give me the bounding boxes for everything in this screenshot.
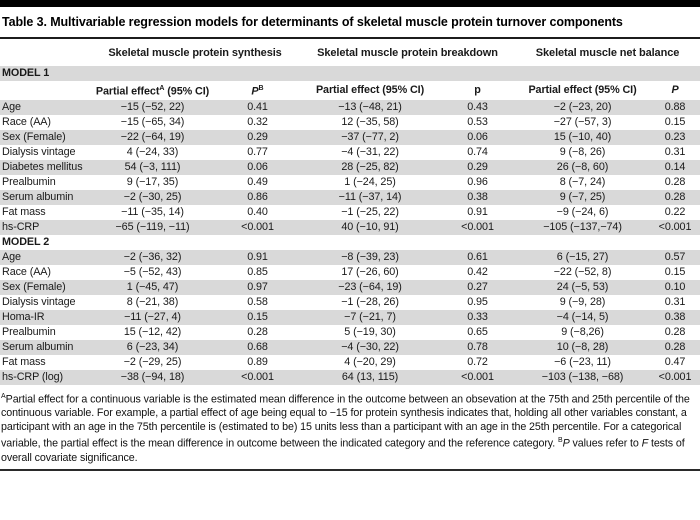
value-cell: 0.91 [467, 205, 488, 218]
value-cell: −15 (−65, 34) [120, 115, 185, 128]
value-cell: −23 (−64, 19) [338, 280, 402, 293]
value-cell: 0.72 [467, 355, 488, 368]
value-cell: 0.41 [247, 100, 268, 113]
value-cell: 0.61 [467, 250, 488, 263]
variable-name: Serum albumin [2, 340, 74, 353]
variable-name: Fat mass [2, 205, 46, 218]
table-row [0, 340, 700, 355]
value-cell: 0.89 [247, 355, 268, 368]
table-row [0, 100, 700, 115]
footnote-superscript: B [557, 437, 563, 445]
value-cell: 10 (−8, 28) [556, 340, 609, 353]
table-row [0, 160, 700, 175]
value-cell: 8 (−7, 24) [559, 175, 606, 188]
table-row [0, 325, 700, 340]
variable-name: Fat mass [2, 355, 46, 368]
value-cell: 8 (−21, 38) [126, 295, 179, 308]
value-cell: 0.06 [247, 160, 268, 173]
value-cell: <0.001 [658, 220, 692, 233]
model-label-row [0, 66, 700, 81]
value-cell: 0.10 [664, 280, 686, 293]
value-cell: 0.86 [247, 190, 268, 203]
value-cell: 9 (−8,26) [561, 325, 604, 338]
value-cell: 0.14 [664, 160, 686, 173]
table-title: Table 3. Multivariable regression models for determinants of skeletal muscle protein turnover components [0, 7, 700, 39]
model-label: MODEL 2 [2, 235, 50, 248]
empty-corner-cell [0, 39, 90, 66]
model-label-row [0, 235, 700, 250]
table-row [0, 220, 700, 235]
value-cell: 0.78 [467, 340, 488, 353]
value-cell: 0.77 [247, 145, 268, 158]
value-cell: 0.38 [467, 190, 488, 203]
value-cell: 0.15 [664, 265, 686, 278]
value-cell: 0.31 [664, 145, 686, 158]
value-cell: −1 (−25, 22) [341, 205, 399, 218]
variable-name: Race (AA) [2, 265, 51, 278]
subheader-cell-1 [215, 81, 300, 100]
variable-name: Sex (Female) [2, 130, 66, 143]
value-cell: −13 (−48, 21) [338, 100, 402, 113]
value-cell: 0.28 [664, 190, 686, 203]
value-cell: <0.001 [658, 370, 692, 383]
value-cell: −38 (−94, 18) [120, 370, 185, 383]
footnote-italic-term: F [641, 437, 649, 450]
value-cell: 0.47 [664, 355, 686, 368]
value-cell: 0.33 [467, 310, 488, 323]
value-cell: 1 (−24, 25) [344, 175, 396, 188]
value-cell: −7 (−21, 7) [344, 310, 396, 323]
value-cell: −5 (−52, 43) [123, 265, 182, 278]
value-cell: 4 (−24, 33) [126, 145, 179, 158]
value-cell: −22 (−52, 8) [553, 265, 612, 278]
value-cell: 0.32 [247, 115, 268, 128]
value-cell: 40 (−10, 91) [341, 220, 399, 233]
empty-subheader-cell [0, 81, 90, 100]
value-cell: 0.42 [467, 265, 488, 278]
value-cell: 0.65 [467, 325, 488, 338]
table-row [0, 370, 700, 385]
value-cell: −2 (−23, 20) [553, 100, 612, 113]
subheader-cell-4: Partial effect (95% CI) [528, 83, 637, 96]
partial-effect-header-label: Partial effect [315, 83, 380, 96]
value-cell: 0.22 [664, 205, 686, 218]
value-cell: 0.29 [467, 160, 488, 173]
value-cell: 64 (13, 115) [341, 370, 399, 383]
value-cell: −4 (−14, 5) [556, 310, 609, 323]
table-row [0, 115, 700, 130]
value-cell: 24 (−5, 53) [556, 280, 609, 293]
value-cell: <0.001 [461, 370, 494, 383]
header-superscript: A [159, 85, 165, 92]
value-cell: −22 (−64, 19) [120, 130, 185, 143]
value-cell: 0.40 [247, 205, 268, 218]
value-cell: −2 (−30, 25) [123, 190, 182, 203]
value-cell: 17 (−26, 60) [341, 265, 399, 278]
value-cell: 9 (−17, 35) [126, 175, 179, 188]
subheader-cell-0: Partial effect$^A$ (95% CI) [95, 85, 210, 98]
value-cell: 26 (−8, 60) [556, 160, 609, 173]
footnote-text: Partial effect for a continuous variable is the estimated mean difference in the outcome between an obsevation at the 75th and 25th percentile of the continuous variable. For example, a partial effect of age being equal to −15 for protein synthesis indicates that, holding all other variables constant, a participant with an age in the 75th percentile is (estimated to be) 15 units less than a participant with an age in the 25th percentile. For a categorical variable, the partial effect is the mean difference in outcome between the indicated category and the reference category. [1, 393, 690, 450]
value-cell: <0.001 [241, 220, 274, 233]
column-group-breakdown: Skeletal muscle protein breakdown [317, 47, 498, 59]
variable-name: Age [2, 250, 21, 263]
value-cell: 9 (−7, 25) [559, 190, 606, 203]
footnote-superscript: A [1, 392, 6, 400]
table-body [0, 66, 700, 385]
value-cell: 0.28 [664, 175, 686, 188]
value-cell: 9 (−9, 28) [559, 295, 606, 308]
table-row [0, 205, 700, 220]
column-group-net-balance: Skeletal muscle net balance [535, 47, 680, 59]
value-cell: 6 (−15, 27) [556, 250, 609, 263]
value-cell: 0.57 [664, 250, 686, 263]
value-cell: 0.28 [664, 325, 686, 338]
value-cell: 0.53 [467, 115, 488, 128]
value-cell: 0.97 [247, 280, 268, 293]
value-cell: 9 (−8, 26) [559, 145, 606, 158]
value-cell: 5 (−19, 30) [344, 325, 396, 338]
variable-name: Age [2, 100, 21, 113]
table-row [0, 250, 700, 265]
variable-name: Prealbumin [2, 175, 56, 188]
subheader-cell-5 [650, 81, 700, 100]
value-cell: <0.001 [461, 220, 494, 233]
regression-table [0, 39, 700, 385]
value-cell: −1 (−28, 26) [341, 295, 399, 308]
value-cell: −2 (−36, 32) [123, 250, 182, 263]
subheader-cell-2: Partial effect (95% CI) [315, 83, 425, 96]
value-cell: 12 (−35, 58) [341, 115, 399, 128]
value-cell: −103 (−138, −68) [541, 370, 624, 383]
variable-name: Homa-IR [2, 310, 45, 323]
value-cell: 0.29 [247, 130, 268, 143]
footnote-text: tests of overall covariate significance. [1, 437, 685, 464]
value-cell: −4 (−31, 22) [341, 145, 399, 158]
value-cell: −4 (−30, 22) [341, 340, 399, 353]
value-cell: −37 (−77, 2) [341, 130, 399, 143]
value-cell: 4 (−20, 29) [344, 355, 396, 368]
value-cell: 15 (−10, 40) [553, 130, 612, 143]
value-cell: 0.88 [664, 100, 686, 113]
value-cell: −105 (−137,−74) [543, 220, 622, 233]
value-cell: 0.38 [664, 310, 686, 323]
model-label: MODEL 1 [2, 67, 50, 79]
table-row [0, 280, 700, 295]
value-cell: −8 (−39, 23) [341, 250, 399, 263]
value-cell: 0.96 [467, 175, 488, 188]
value-cell: 0.31 [664, 295, 686, 308]
value-cell: 54 (−3, 111) [124, 160, 181, 173]
value-cell: 0.43 [467, 100, 488, 113]
variable-name: Dialysis vintage [2, 295, 76, 308]
value-cell: −27 (−57, 3) [553, 115, 612, 128]
value-cell: 0.28 [247, 325, 268, 338]
table-row [0, 310, 700, 325]
value-cell: 0.95 [467, 295, 488, 308]
table-row [0, 130, 700, 145]
value-cell: 0.06 [467, 130, 488, 143]
table-row [0, 355, 700, 370]
column-group-synthesis: Skeletal muscle protein synthesis [108, 47, 282, 59]
table-footnote [0, 390, 700, 465]
value-cell: 0.23 [664, 130, 686, 143]
value-cell: 0.49 [247, 175, 268, 188]
value-cell: 28 (−25, 82) [341, 160, 399, 173]
value-cell: −6 (−23, 11) [554, 355, 611, 368]
value-cell: <0.001 [241, 370, 274, 383]
value-cell: 0.85 [247, 265, 268, 278]
value-cell: 0.28 [664, 340, 686, 353]
header-superscript: B [258, 85, 264, 92]
variable-name: hs-CRP [2, 220, 40, 233]
footnote-italic-term: P [562, 437, 570, 450]
value-cell: −9 (−24, 6) [556, 205, 609, 218]
variable-name: Sex (Female) [2, 280, 66, 293]
subheader-row [0, 81, 700, 100]
column-group-row [0, 39, 700, 66]
value-cell: 0.58 [247, 295, 268, 308]
variable-name: Prealbumin [2, 325, 56, 338]
value-cell: 0.27 [467, 280, 488, 293]
value-cell: −15 (−52, 22) [120, 100, 185, 113]
table-row [0, 265, 700, 280]
variable-name: Race (AA) [2, 115, 51, 128]
variable-name: Diabetes mellitus [2, 160, 83, 173]
value-cell: −11 (−37, 14) [338, 190, 402, 203]
footnote-text: values refer to [569, 437, 642, 450]
variable-name: Dialysis vintage [2, 145, 76, 158]
value-cell: −65 (−119, −11) [115, 220, 190, 233]
value-cell: 0.15 [664, 115, 686, 128]
partial-effect-header-label: Partial effect [95, 85, 160, 98]
subheader-cell-3 [440, 81, 515, 100]
p-value-header-label: P [251, 85, 259, 98]
value-cell: −2 (−29, 25) [123, 355, 182, 368]
bottom-rule [0, 469, 700, 471]
value-cell: 1 (−45, 47) [126, 280, 179, 293]
top-rule [0, 0, 700, 7]
value-cell: 0.91 [247, 250, 268, 263]
variable-name: hs-CRP (log) [2, 370, 63, 383]
value-cell: 6 (−23, 34) [126, 340, 179, 353]
value-cell: −11 (−35, 14) [121, 205, 184, 218]
table-row [0, 190, 700, 205]
table-row [0, 145, 700, 160]
partial-effect-header-label: p [474, 83, 481, 96]
value-cell: 0.15 [247, 310, 268, 323]
table-row [0, 295, 700, 310]
p-value-header-label: P [671, 83, 679, 96]
value-cell: 15 (−12, 42) [123, 325, 182, 338]
value-cell: 0.68 [247, 340, 268, 353]
value-cell: 0.74 [467, 145, 488, 158]
value-cell: −11 (−27, 4) [124, 310, 181, 323]
table-row [0, 175, 700, 190]
partial-effect-header-label: Partial effect [528, 83, 592, 96]
variable-name: Serum albumin [2, 190, 74, 203]
